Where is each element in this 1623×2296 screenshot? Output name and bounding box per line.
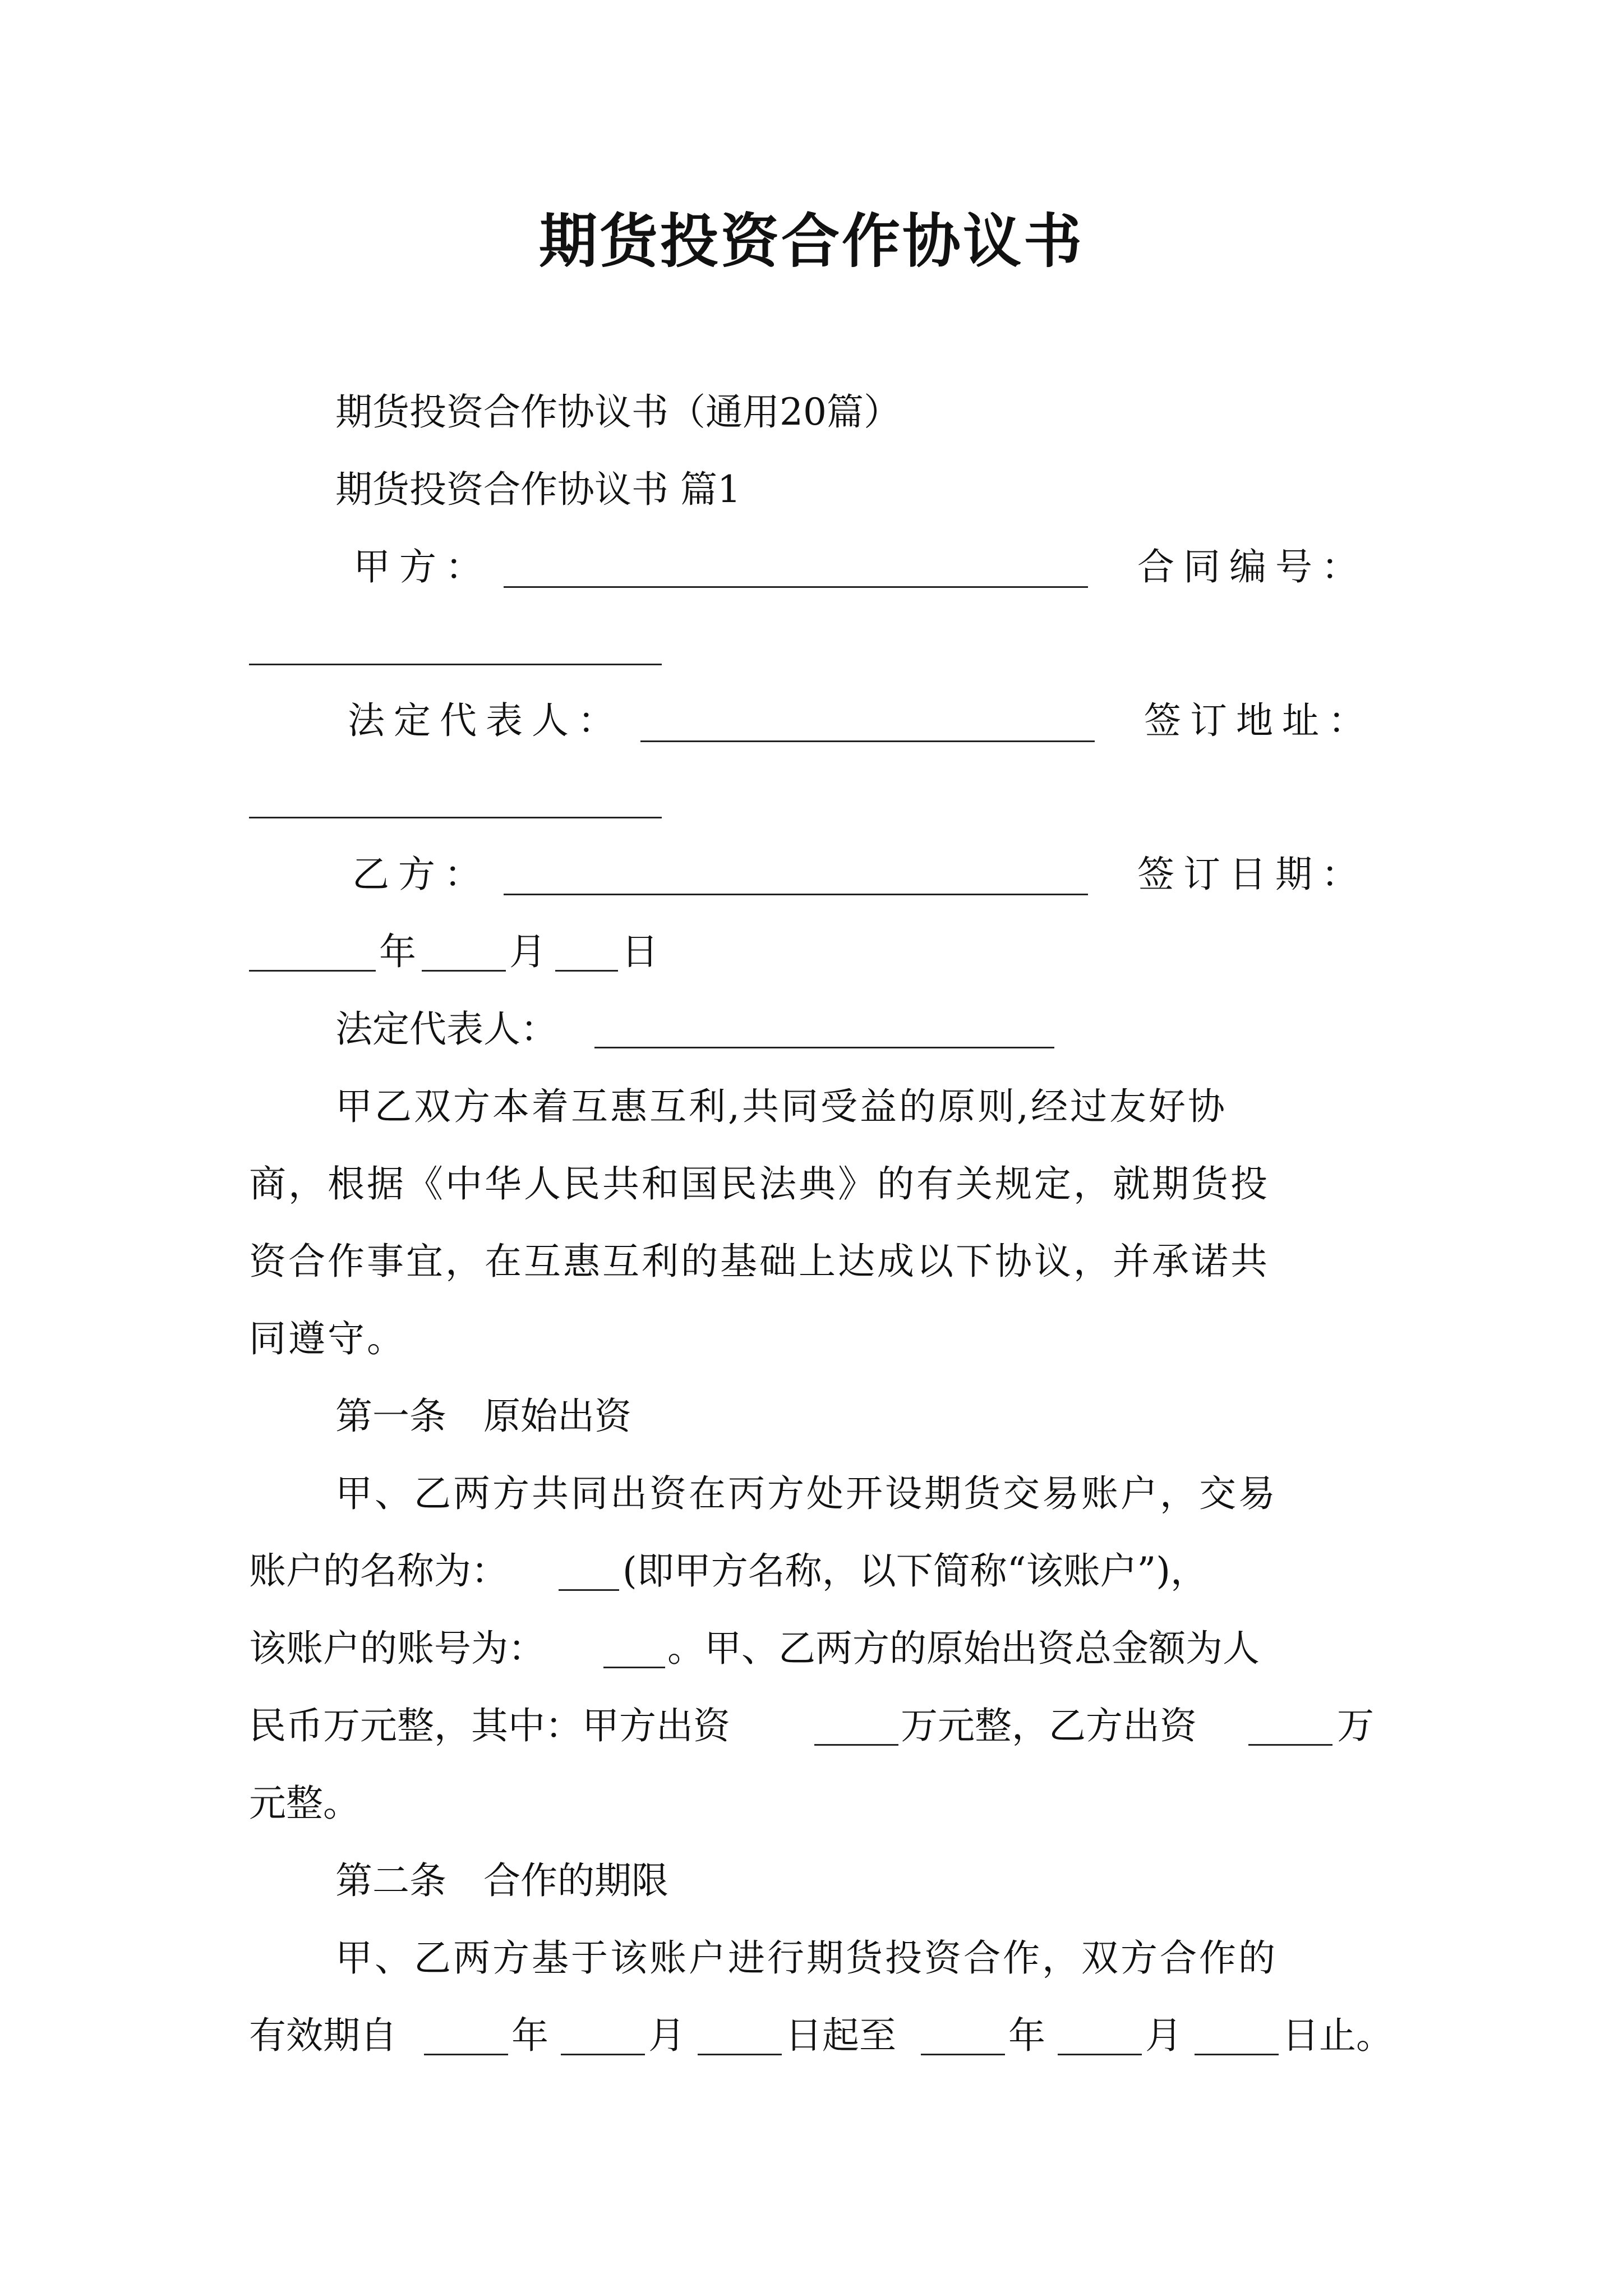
end-day-blank [1195, 2054, 1279, 2055]
date-month: 月 [509, 930, 546, 973]
party-a-label: 甲方： [353, 545, 491, 588]
party-a-blank [504, 586, 1088, 588]
intro-line-3: 资合作事宜，在互惠互利的基础上达成以下协议，并承诺共 [249, 1240, 1270, 1283]
intro-line-2: 商，根据《中华人民共和国民法典》的有关规定，就期货投 [249, 1162, 1270, 1205]
party-b-blank [504, 894, 1088, 895]
legal-rep-label: 法定代表人： [348, 699, 624, 742]
party-a-amount-blank [814, 1744, 898, 1746]
end-month-blank [1058, 2054, 1142, 2055]
account-no-blank [603, 1667, 665, 1668]
party-b-label: 乙方： [352, 853, 490, 896]
article2-end-month: 月 [1145, 2014, 1182, 2057]
intro-line-1: 甲乙双方本着互惠互利,共同受益的原则,经过友好协 [335, 1085, 1227, 1128]
part-heading: 期货投资合作协议书 篇1 [335, 468, 741, 511]
article2-heading: 第二条 合作的期限 [335, 1859, 668, 1902]
sign-place-blank [249, 817, 662, 818]
end-year-blank [921, 2054, 1005, 2055]
article2-end-day: 日止。 [1282, 2014, 1393, 2057]
year-blank [249, 970, 376, 972]
contract-no-label: 合同编号： [1137, 545, 1367, 588]
start-day-blank [698, 2054, 782, 2055]
date-day: 日 [621, 930, 658, 973]
month-blank [422, 970, 506, 972]
article1-line-4c: 万 [1337, 1704, 1374, 1747]
article2-start-day: 日起至 [785, 2014, 896, 2057]
article2-line-1: 甲、乙两方基于该账户进行期货投资合作，双方合作的 [335, 1936, 1278, 1980]
article1-line-3a: 该账户的账号为： [249, 1627, 545, 1670]
account-name-blank [559, 1589, 619, 1591]
article1-heading: 第一条 原始出资 [335, 1395, 631, 1438]
legal-rep-blank [640, 740, 1095, 742]
contract-no-blank [249, 664, 662, 665]
sign-date-label: 签订日期： [1137, 853, 1367, 896]
date-year: 年 [379, 930, 416, 973]
article1-line-2b: (即甲方名称，以下简称“该账户”)， [623, 1549, 1207, 1593]
start-month-blank [561, 2054, 645, 2055]
article1-line-4a: 民币万元整，其中：甲方出资 [249, 1704, 730, 1747]
article1-line-3b: 。甲、乙两方的原始出资总金额为人 [667, 1627, 1260, 1670]
document-title: 期货投资合作协议书 [538, 207, 1084, 275]
article1-line-2a: 账户的名称为： [249, 1549, 508, 1593]
article2-start-month: 月 [648, 2014, 685, 2057]
legal-rep2-label: 法定代表人： [335, 1007, 557, 1051]
sign-place-label: 签订地址： [1144, 699, 1374, 742]
intro-line-4: 同遵守。 [249, 1317, 406, 1360]
article1-line-5: 元整。 [249, 1782, 360, 1825]
article2-line-2a: 有效期自 [249, 2014, 397, 2057]
party-b-amount-blank [1248, 1744, 1332, 1746]
article1-line-4b: 万元整，乙方出资 [901, 1704, 1197, 1747]
subtitle: 期货投资合作协议书（通用20篇） [335, 390, 901, 434]
start-year-blank [424, 2054, 508, 2055]
article2-start-year: 年 [511, 2014, 548, 2057]
legal-rep2-blank [594, 1047, 1054, 1048]
day-blank [555, 970, 618, 972]
article1-line-1: 甲、乙两方共同出资在丙方处开设期货交易账户，交易 [335, 1472, 1278, 1515]
article2-end-year: 年 [1008, 2014, 1045, 2057]
